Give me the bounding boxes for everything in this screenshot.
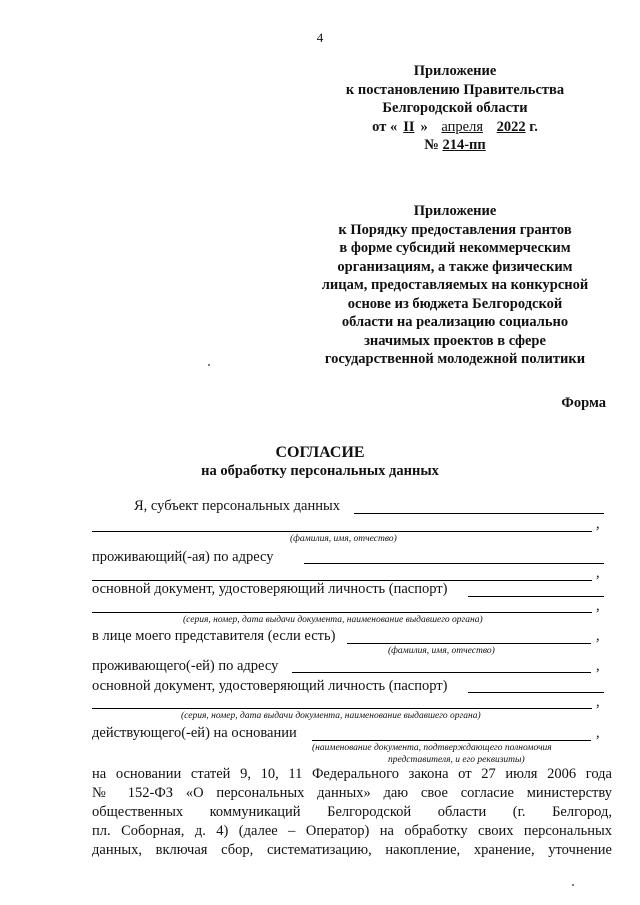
paragraph-line: на основании статей 9, 10, 11 Федерального закона от 27 июля 2006 года (92, 766, 612, 782)
acting-basis-label: действующего(-ей) на основании (92, 725, 297, 741)
comma: , (596, 565, 600, 581)
acting-basis-field (312, 740, 591, 741)
appendix-date: от « II » апреля 2022 г. (372, 118, 538, 135)
representative-id-document-label: основной документ, удостоверяющий личность (паспорт) (92, 678, 448, 694)
representative-name-field (347, 643, 591, 644)
residing-address-field (304, 563, 604, 564)
appendix-procedure-line: к Порядку предоставления грантов (338, 221, 572, 238)
comma: , (596, 658, 600, 674)
subject-name-field (354, 513, 604, 514)
representative-id-document-field-cont (92, 708, 592, 709)
appendix-procedure-line: в форме субсидий некоммерческим (339, 240, 571, 256)
subject-name-field-cont (92, 531, 592, 532)
acting-basis-caption: (наименование документа, подтверждающего полномочия (312, 743, 552, 753)
appendix-title: Приложение (413, 63, 497, 79)
appendix-procedure-line: организациям, а также физическим (337, 258, 573, 275)
appendix-procedure-line: лицам, предоставляемых на конкурсной (321, 277, 589, 293)
appendix-procedure (300, 202, 610, 369)
document-title: СОГЛАСИЕ (275, 444, 365, 461)
appendix-procedure-line: государственной молодежной политики (324, 351, 586, 367)
acting-basis-caption: представителя, и его реквизиты) (388, 755, 525, 765)
appendix-procedure-line: основе из бюджета Белгородской (347, 295, 563, 312)
appendix-header (300, 62, 610, 155)
appendix-procedure-line: Приложение (413, 203, 497, 219)
fio-caption: (фамилия, имя, отчество) (290, 534, 397, 544)
date-month: апреля (441, 118, 483, 135)
representative-residing-label: проживающего(-ей) по адресу (92, 658, 279, 674)
comma: , (596, 598, 600, 614)
scan-speck (208, 364, 210, 366)
representative-caption: (фамилия, имя, отчество) (388, 646, 495, 656)
id-document-field-cont (92, 612, 592, 613)
id-document-caption: (серия, номер, дата выдачи документа, наименование выдавшего органа) (183, 615, 483, 625)
representative-id-document-caption: (серия, номер, дата выдачи документа, наименование выдавшего органа) (181, 711, 481, 721)
appendix-procedure-line: области на реализацию социально (341, 314, 569, 330)
subject-label: Я, субъект персональных данных (134, 498, 340, 514)
paragraph-line: № 152-ФЗ «О персональных данных» даю свое согласие министерству (92, 785, 612, 801)
residing-label: проживающий(-ая) по адресу (92, 549, 274, 565)
representative-id-document-field (468, 692, 604, 693)
paragraph-line: данных, включая сбор, систематизацию, накопление, хранение, уточнение (92, 842, 612, 858)
appendix-procedure-line: значимых проектов в сфере (364, 332, 546, 349)
date-year: 2022 (496, 118, 526, 135)
comma: , (596, 516, 600, 532)
consent-paragraph (92, 765, 612, 860)
comma: , (596, 628, 600, 644)
appendix-number: № 214-пп (424, 137, 486, 153)
paragraph-line: общественных коммуникаций Белгородской области (г. Белгород, (92, 804, 612, 820)
paragraph-line: пл. Соборная, д. 4) (далее – Оператор) на обработку своих персональных (92, 823, 612, 839)
decree-number: 214-пп (442, 137, 486, 153)
id-document-label: основной документ, удостоверяющий личность (паспорт) (92, 581, 448, 597)
id-document-field (468, 596, 604, 597)
representative-label: в лице моего представителя (если есть) (92, 628, 336, 644)
page-number: 4 (316, 30, 324, 45)
form-label: Форма (561, 395, 606, 411)
comma: , (596, 725, 600, 741)
comma: , (596, 694, 600, 710)
appendix-line: Белгородской области (382, 100, 528, 116)
representative-address-field (292, 672, 591, 673)
date-day: II (403, 118, 415, 135)
document-subtitle: на обработку персональных данных (201, 463, 439, 479)
scan-speck (572, 884, 574, 886)
appendix-line: к постановлению Правительства (345, 81, 565, 98)
